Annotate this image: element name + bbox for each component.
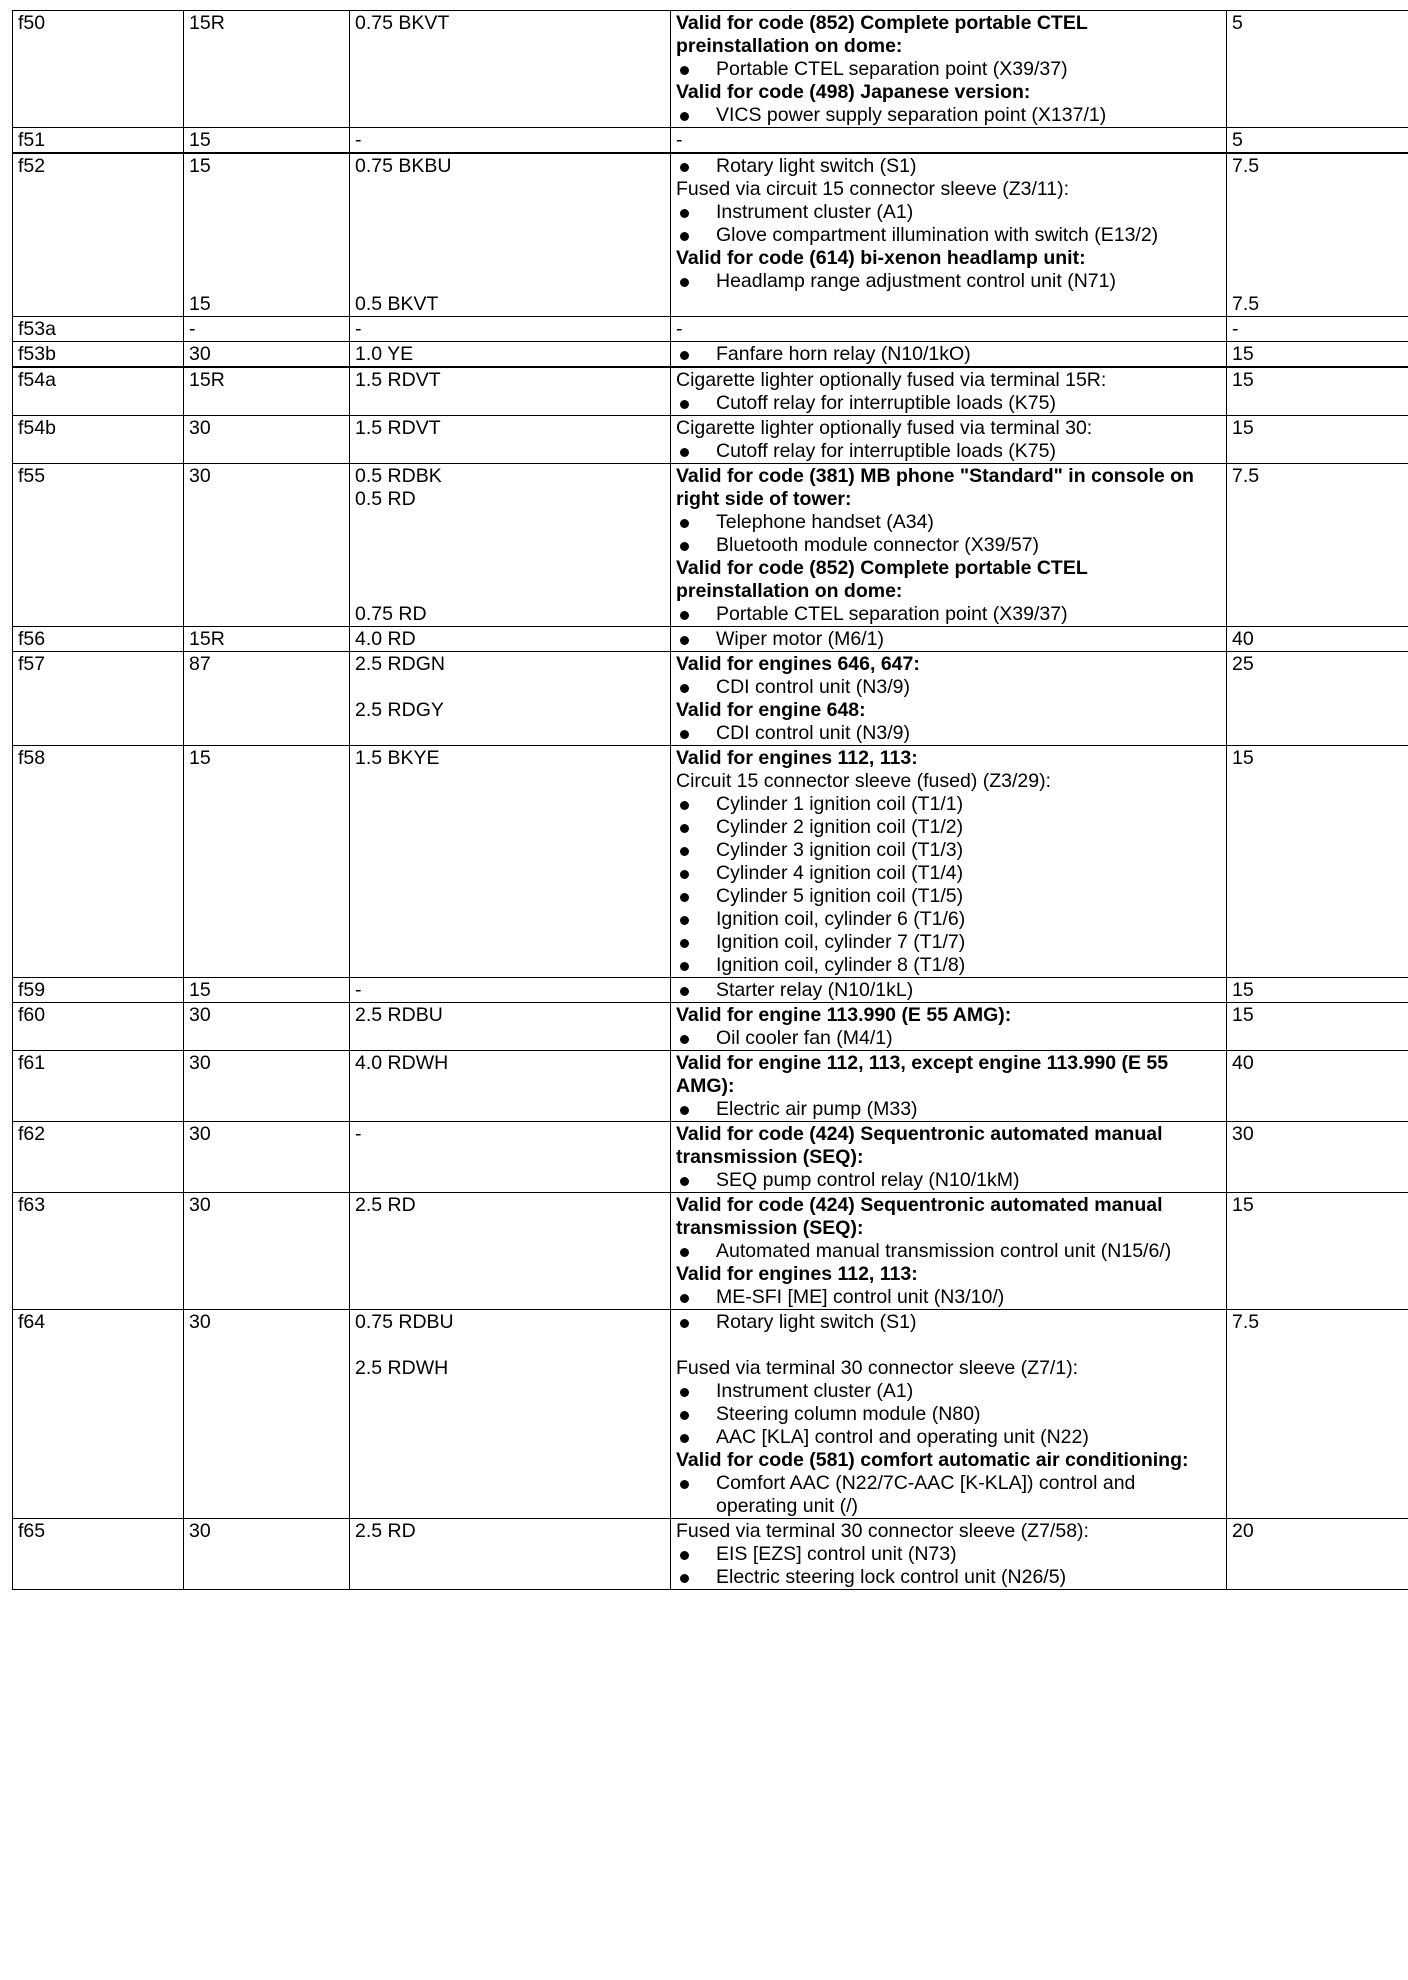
terminal-value: 15R [189,12,225,34]
amperage-cell [1227,746,1408,978]
validity-heading: Valid for code (581) comfort automatic air conditioning: [676,1449,1189,1471]
fuse-number: f53a [18,318,56,340]
fuse-number: f51 [18,129,46,151]
consumer-item: Automated manual transmission control unit (N15/6/) [676,1240,1221,1263]
consumer-cell [671,153,1227,317]
consumer-item: CDI control unit (N3/9) [676,676,1221,699]
terminal-value: 15 [189,979,211,1001]
wire-value: 0.75 RDBU [355,1311,454,1333]
consumer-item: Telephone handset (A34) [676,511,1221,534]
wire-cell [350,1193,671,1310]
fuse-row [13,153,1408,317]
fuse-row [13,1051,1408,1122]
terminal-value: - [189,318,196,340]
consumer-item: Portable CTEL separation point (X39/37) [676,58,1221,81]
fuse-allocation-sheet [12,10,1387,1590]
fuse-number-cell [13,153,184,317]
amperage-cell [1227,128,1408,154]
wire-value [355,247,665,270]
wire-value: 1.5 RDVT [355,417,441,439]
terminal-value [189,247,344,270]
wire-value: - [355,979,362,1001]
terminal-value: 87 [189,653,211,675]
consumer-cell [671,317,1227,342]
terminal-value: 15 [189,293,211,315]
terminal-cell [184,367,350,416]
amperage-cell [1227,342,1408,368]
fuse-row [13,978,1408,1003]
consumer-item: Steering column module (N80) [676,1403,1221,1426]
amperage-cell [1227,416,1408,464]
wire-value [355,224,665,247]
fuse-number: f55 [18,465,46,487]
amperage-cell [1227,978,1408,1003]
fuse-number-cell [13,978,184,1003]
consumer-item: SEQ pump control relay (N10/1kM) [676,1169,1221,1192]
fuse-number: f60 [18,1004,46,1026]
wire-value: - [355,129,362,151]
wire-value [355,1334,665,1357]
terminal-cell [184,317,350,342]
terminal-cell [184,978,350,1003]
consumer-item: CDI control unit (N3/9) [676,722,1221,745]
wire-value: 2.5 RD [355,1194,416,1216]
wire-value [355,580,665,603]
consumer-item: Headlamp range adjustment control unit (N71) [676,270,1221,293]
amperage-value [1232,178,1408,201]
terminal-value [189,201,344,224]
wire-cell [350,416,671,464]
validity-heading: Valid for code (381) MB phone "Standard" in console on right side of tower: [676,465,1200,510]
terminal-value: 30 [189,1052,211,1074]
consumer-item: Ignition coil, cylinder 7 (T1/7) [676,931,1221,954]
fuse-row [13,746,1408,978]
validity-heading: Valid for engines 646, 647: [676,653,920,675]
fuse-number: f54b [18,417,56,439]
wire-value: 0.75 RD [355,603,427,625]
fuse-number-cell [13,652,184,746]
wire-value: 2.5 RDWH [355,1357,449,1379]
amperage-value: - [1232,318,1239,340]
fuse-number: f62 [18,1123,46,1145]
consumer-cell [671,128,1227,154]
consumer-cell [671,1122,1227,1193]
fuse-number-cell [13,11,184,128]
consumer-item: ME-SFI [ME] control unit (N3/10/) [676,1286,1221,1309]
wire-cell [350,11,671,128]
terminal-value: 15 [189,129,211,151]
fuse-row [13,317,1408,342]
fuse-allocation-table [12,10,1408,1590]
wire-value: 4.0 RD [355,628,416,650]
terminal-cell [184,746,350,978]
amperage-cell [1227,11,1408,128]
amperage-value: 15 [1232,369,1254,391]
wire-value: 1.5 BKYE [355,747,440,769]
amperage-value: 7.5 [1232,293,1260,315]
consumer-cell [671,1310,1227,1519]
consumer-item: Ignition coil, cylinder 6 (T1/6) [676,908,1221,931]
terminal-cell [184,1051,350,1122]
wire-value: 2.5 RDBU [355,1004,443,1026]
consumer-note: Cigarette lighter optionally fused via terminal 15R: [676,369,1107,391]
fuse-number: f59 [18,979,46,1001]
consumer-cell [671,11,1227,128]
validity-heading: Valid for engine 648: [676,699,866,721]
consumer-cell [671,1003,1227,1051]
consumer-item: Bluetooth module connector (X39/57) [676,534,1221,557]
wire-cell [350,342,671,368]
fuse-number: f64 [18,1311,46,1333]
fuse-row [13,342,1408,368]
wire-value: 1.0 YE [355,343,414,365]
fuse-number: f65 [18,1520,46,1542]
terminal-cell [184,627,350,652]
validity-heading: Valid for code (852) Complete portable CTEL preinstallation on dome: [676,557,1093,602]
terminal-cell [184,1003,350,1051]
amperage-value: 40 [1232,628,1254,650]
consumer-item: Ignition coil, cylinder 8 (T1/8) [676,954,1221,977]
consumer-item: Portable CTEL separation point (X39/37) [676,603,1221,626]
fuse-number: f63 [18,1194,46,1216]
fuse-number-cell [13,1193,184,1310]
fuse-number-cell [13,627,184,652]
wire-value [355,201,665,224]
consumer-item: Electric steering lock control unit (N26/5) [676,1566,1221,1589]
fuse-number-cell [13,128,184,154]
fuse-row [13,652,1408,746]
consumer-cell [671,1519,1227,1590]
wire-cell [350,1519,671,1590]
validity-heading: Valid for code (614) bi-xenon headlamp unit: [676,247,1086,269]
wire-value: 2.5 RD [355,1520,416,1542]
amperage-value [1232,224,1408,247]
terminal-value: 30 [189,1194,211,1216]
amperage-cell [1227,652,1408,746]
fuse-number-cell [13,746,184,978]
consumer-note: - [676,318,683,340]
consumer-item: Cutoff relay for interruptible loads (K75) [676,392,1221,415]
fuse-row [13,1193,1408,1310]
consumer-item: Wiper motor (M6/1) [676,628,1221,651]
terminal-value: 15R [189,369,225,391]
wire-value [355,511,665,534]
consumer-note: Fused via terminal 30 connector sleeve (Z7/58): [676,1520,1089,1542]
fuse-number-cell [13,464,184,627]
fuse-number-cell [13,1519,184,1590]
consumer-note: - [676,129,683,151]
amperage-cell [1227,1122,1408,1193]
fuse-number: f52 [18,155,46,177]
fuse-number-cell [13,1122,184,1193]
validity-heading: Valid for code (852) Complete portable CTEL preinstallation on dome: [676,12,1093,57]
amperage-value [1232,201,1408,224]
consumer-item: Starter relay (N10/1kL) [676,979,1221,1002]
wire-value [355,676,665,699]
fuse-number-cell [13,1003,184,1051]
fuse-number: f57 [18,653,46,675]
amperage-value: 25 [1232,653,1254,675]
amperage-value: 15 [1232,417,1254,439]
fuse-row [13,1003,1408,1051]
amperage-cell [1227,1003,1408,1051]
consumer-cell [671,627,1227,652]
amperage-value: 20 [1232,1520,1254,1542]
wire-cell [350,746,671,978]
terminal-cell [184,416,350,464]
amperage-cell [1227,317,1408,342]
consumer-item: Cylinder 2 ignition coil (T1/2) [676,816,1221,839]
consumer-cell [671,1051,1227,1122]
wire-value: 0.5 RD [355,488,416,510]
consumer-item: EIS [EZS] control unit (N73) [676,1543,1221,1566]
wire-value: 2.5 RDGY [355,699,444,721]
validity-heading: Valid for engine 113.990 (E 55 AMG): [676,1004,1012,1026]
amperage-cell [1227,1051,1408,1122]
amperage-cell [1227,1193,1408,1310]
wire-value: 1.5 RDVT [355,369,441,391]
wire-value: 0.75 BKVT [355,12,450,34]
consumer-cell [671,652,1227,746]
wire-value: 0.5 BKVT [355,293,439,315]
fuse-number-cell [13,1051,184,1122]
consumer-item: Cutoff relay for interruptible loads (K75) [676,440,1221,463]
consumer-note: Fused via circuit 15 connector sleeve (Z3/11): [676,178,1070,200]
fuse-number: f53b [18,343,56,365]
wire-value: 4.0 RDWH [355,1052,449,1074]
consumer-item: Oil cooler fan (M4/1) [676,1027,1221,1050]
terminal-cell [184,153,350,317]
wire-cell [350,652,671,746]
consumer-cell [671,746,1227,978]
consumer-item: Fanfare horn relay (N10/1kO) [676,343,1221,366]
wire-cell [350,1051,671,1122]
consumer-note: Circuit 15 connector sleeve (fused) (Z3/29): [676,770,1051,792]
fuse-number-cell [13,1310,184,1519]
terminal-value [189,224,344,247]
amperage-value: 15 [1232,343,1254,365]
fuse-number-cell [13,342,184,368]
fuse-row [13,11,1408,128]
wire-value: - [355,1123,362,1145]
amperage-value: 15 [1232,1194,1254,1216]
wire-value: 2.5 RDGN [355,653,445,675]
fuse-number-cell [13,416,184,464]
amperage-value: 15 [1232,1004,1254,1026]
fuse-row [13,627,1408,652]
validity-heading: Valid for engines 112, 113: [676,1263,918,1285]
amperage-value: 5 [1232,129,1243,151]
amperage-value: 30 [1232,1123,1254,1145]
amperage-cell [1227,1519,1408,1590]
terminal-value: 15 [189,747,211,769]
terminal-value: 15 [189,155,211,177]
fuse-number: f50 [18,12,46,34]
fuse-number: f56 [18,628,46,650]
wire-cell [350,128,671,154]
amperage-value: 40 [1232,1052,1254,1074]
wire-value [355,534,665,557]
terminal-value: 30 [189,1004,211,1026]
fuse-row [13,464,1408,627]
consumer-item: Electric air pump (M33) [676,1098,1221,1121]
fuse-row [13,416,1408,464]
terminal-value [189,178,344,201]
amperage-value: 5 [1232,12,1243,34]
consumer-note: Cigarette lighter optionally fused via terminal 30: [676,417,1093,439]
consumer-item: Instrument cluster (A1) [676,201,1221,224]
amperage-value [1232,270,1408,293]
wire-cell [350,464,671,627]
fuse-number: f54a [18,369,56,391]
wire-value: - [355,318,362,340]
wire-value [355,270,665,293]
consumer-item: Cylinder 4 ignition coil (T1/4) [676,862,1221,885]
fuse-number-cell [13,367,184,416]
consumer-cell [671,342,1227,368]
fuse-table-body [13,11,1408,1590]
wire-cell [350,1122,671,1193]
consumer-item: Glove compartment illumination with switch (E13/2) [676,224,1221,247]
consumer-cell [671,416,1227,464]
validity-heading: Valid for code (424) Sequentronic automated manual transmission (SEQ): [676,1123,1168,1168]
wire-cell [350,978,671,1003]
terminal-value: 30 [189,1520,211,1542]
terminal-value: 30 [189,465,211,487]
amperage-cell [1227,627,1408,652]
wire-cell [350,1003,671,1051]
terminal-value [189,270,344,293]
terminal-cell [184,342,350,368]
consumer-item: Cylinder 5 ignition coil (T1/5) [676,885,1221,908]
terminal-cell [184,128,350,154]
terminal-cell [184,1519,350,1590]
consumer-item: AAC [KLA] control and operating unit (N22) [676,1426,1221,1449]
wire-value [355,178,665,201]
fuse-row [13,1310,1408,1519]
terminal-value: 30 [189,417,211,439]
validity-heading: Valid for engine 112, 113, except engine 113.990 (E 55 AMG): [676,1052,1173,1097]
consumer-note [676,1334,1221,1357]
amperage-cell [1227,153,1408,317]
amperage-value: 15 [1232,979,1254,1001]
amperage-value: 7.5 [1232,465,1260,487]
amperage-cell [1227,1310,1408,1519]
amperage-cell [1227,464,1408,627]
terminal-cell [184,11,350,128]
consumer-cell [671,367,1227,416]
wire-cell [350,367,671,416]
wire-cell [350,1310,671,1519]
consumer-item: Instrument cluster (A1) [676,1380,1221,1403]
consumer-item: VICS power supply separation point (X137/1) [676,104,1221,127]
terminal-value: 30 [189,343,211,365]
validity-heading: Valid for code (424) Sequentronic automated manual transmission (SEQ): [676,1194,1168,1239]
validity-heading: Valid for code (498) Japanese version: [676,81,1031,103]
wire-cell [350,317,671,342]
fuse-number-cell [13,317,184,342]
fuse-number: f58 [18,747,46,769]
amperage-value [1232,247,1408,270]
fuse-number: f61 [18,1052,46,1074]
fuse-row [13,367,1408,416]
terminal-cell [184,464,350,627]
wire-value: 0.75 BKBU [355,155,452,177]
terminal-cell [184,1122,350,1193]
validity-heading: Valid for engines 112, 113: [676,747,918,769]
fuse-row [13,128,1408,154]
consumer-item: Rotary light switch (S1) [676,1311,1221,1334]
wire-cell [350,153,671,317]
consumer-item: Cylinder 3 ignition coil (T1/3) [676,839,1221,862]
consumer-cell [671,464,1227,627]
terminal-cell [184,1310,350,1519]
consumer-cell [671,1193,1227,1310]
wire-value [355,557,665,580]
consumer-note: Fused via terminal 30 connector sleeve (Z7/1): [676,1357,1079,1379]
terminal-cell [184,1193,350,1310]
consumer-cell [671,978,1227,1003]
fuse-row [13,1519,1408,1590]
terminal-value: 30 [189,1311,211,1333]
consumer-item: Comfort AAC (N22/7C-AAC [K-KLA]) control and operating unit (/) [676,1472,1221,1518]
wire-cell [350,627,671,652]
consumer-item: Rotary light switch (S1) [676,155,1221,178]
consumer-item: Cylinder 1 ignition coil (T1/1) [676,793,1221,816]
amperage-cell [1227,367,1408,416]
fuse-row [13,1122,1408,1193]
amperage-value: 7.5 [1232,1311,1260,1333]
amperage-value: 7.5 [1232,155,1260,177]
terminal-value: 30 [189,1123,211,1145]
terminal-value: 15R [189,628,225,650]
amperage-value: 15 [1232,747,1254,769]
wire-value: 0.5 RDBK [355,465,442,487]
terminal-cell [184,652,350,746]
